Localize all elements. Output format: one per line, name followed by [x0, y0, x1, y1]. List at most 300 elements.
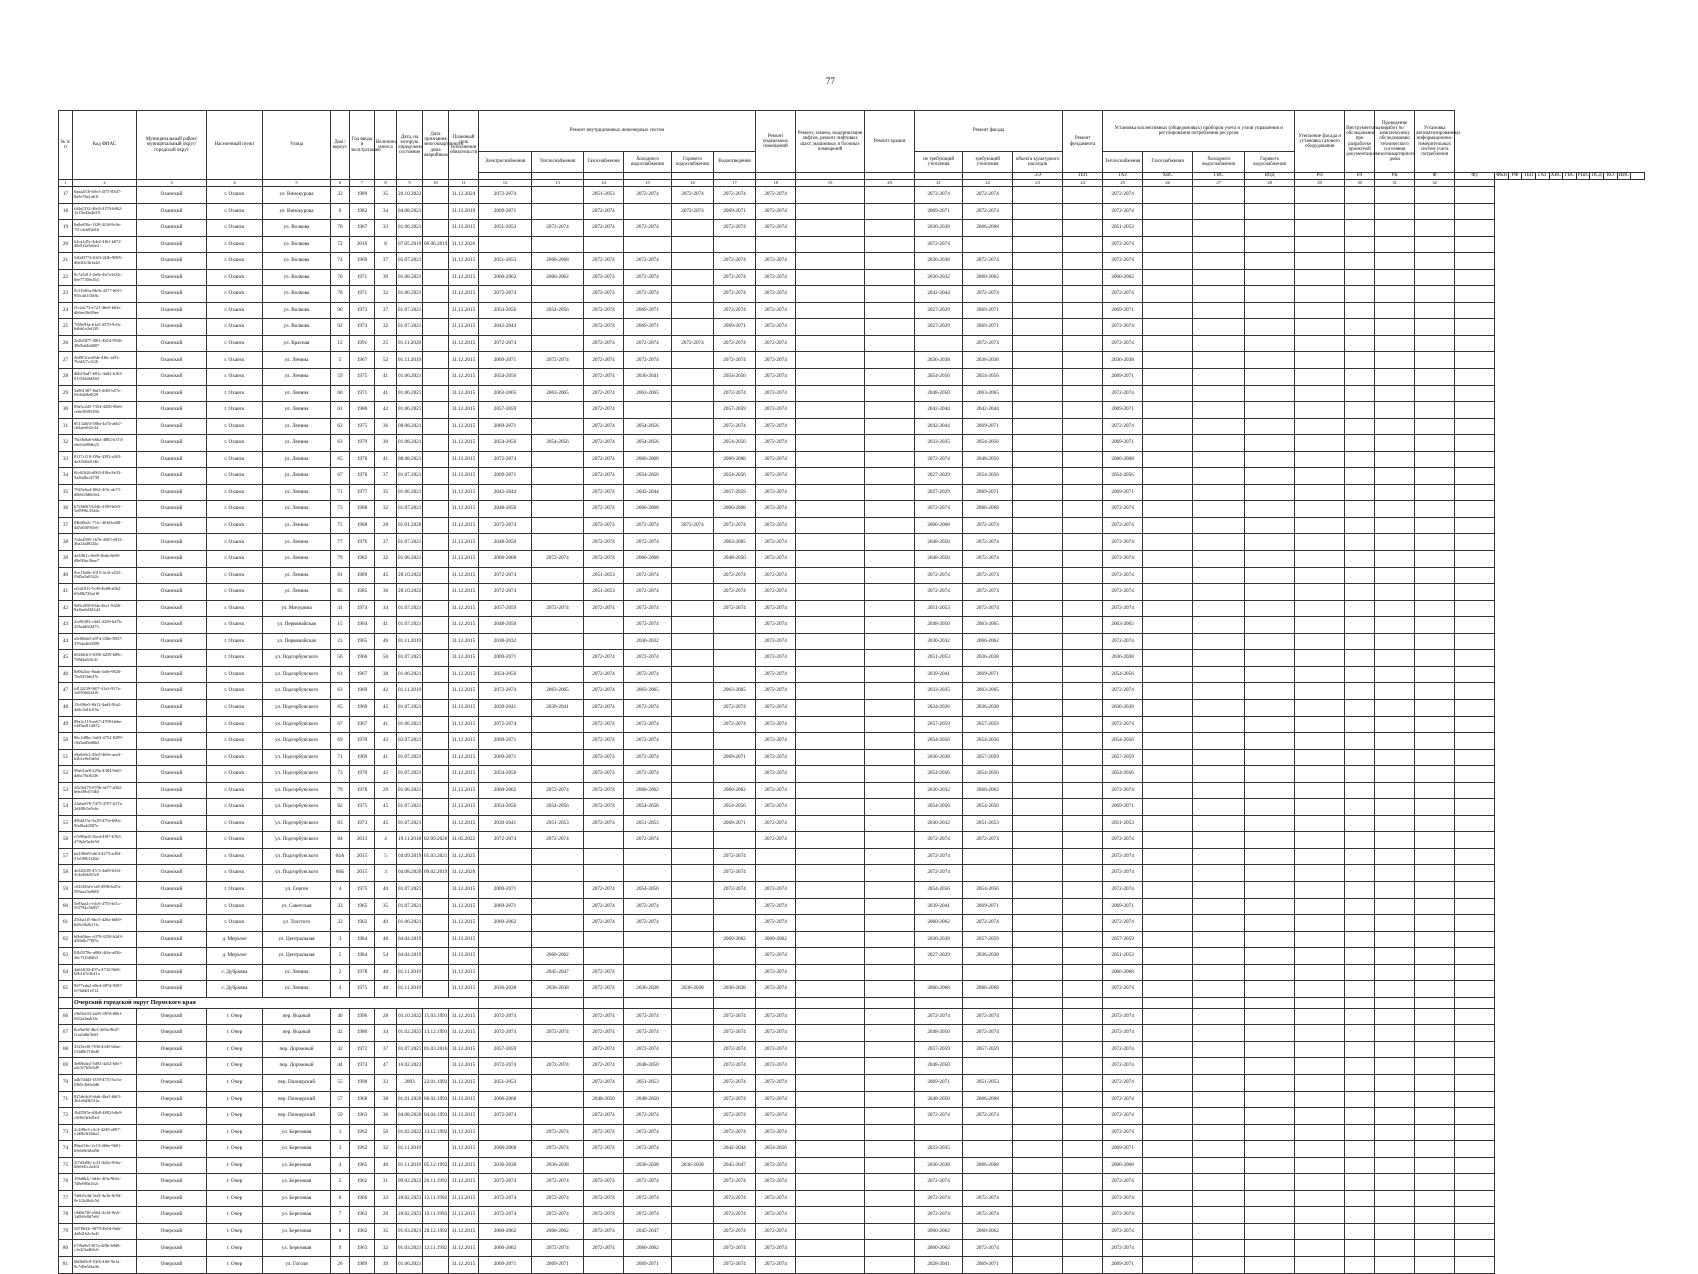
- table-cell: [1193, 253, 1245, 270]
- table-cell: г. Оханск: [207, 766, 263, 783]
- table-cell: 3: [331, 931, 350, 948]
- table-cell: [1295, 567, 1345, 584]
- table-cell: 2072-2074: [1103, 1074, 1143, 1091]
- table-cell: [1295, 269, 1345, 286]
- header-date-emergency: Дата признания многоквартирного дома аварийным: [423, 111, 449, 180]
- table-cell: 2072-2074: [756, 1207, 796, 1224]
- table-cell: ул. Подгорбунского: [263, 749, 331, 766]
- table-cell: [1375, 302, 1415, 319]
- table-cell: [865, 369, 915, 386]
- table-cell: 2072-2074: [624, 1207, 672, 1224]
- table-cell: 2066-2068: [624, 501, 672, 518]
- table-cell: [1193, 236, 1245, 253]
- table-cell: 76: [59, 1174, 73, 1191]
- table-cell: [1415, 617, 1455, 634]
- header-code-cell: ХВС: [1550, 173, 1562, 179]
- table-row: [59, 253, 1645, 270]
- table-cell: 1969: [350, 253, 375, 270]
- table-cell: 31.12.2015: [449, 964, 479, 981]
- table-cell: 2072-2074: [532, 1124, 584, 1141]
- table-cell: 01.07.2021: [397, 468, 423, 485]
- table-cell: [1295, 749, 1345, 766]
- table-cell: [1063, 584, 1103, 601]
- header-facade-nonrepair: не требующий утепления: [915, 152, 963, 173]
- table-cell: 2054-2056: [915, 799, 963, 816]
- table-cell: [1415, 881, 1455, 898]
- table-cell: [423, 898, 449, 915]
- table-cell: [714, 236, 756, 253]
- table-cell: [865, 832, 915, 849]
- table-cell: 31.12.2015: [449, 1058, 479, 1075]
- table-cell: 2060-2062: [624, 782, 672, 799]
- table-cell: [865, 1190, 915, 1207]
- header-column-number: [1455, 180, 1495, 187]
- table-cell: 31.12.2015: [449, 1190, 479, 1207]
- table-cell: 2072-2074: [584, 699, 624, 716]
- table-cell: [1345, 1240, 1375, 1257]
- table-row: [59, 1108, 1645, 1125]
- table-cell: [1063, 1174, 1103, 1191]
- table-cell: [1345, 352, 1375, 369]
- table-cell: 2072-2074: [1103, 253, 1143, 270]
- table-cell: [1415, 915, 1455, 932]
- table-cell: 01.06.2021: [397, 369, 423, 386]
- table-cell: [1345, 236, 1375, 253]
- table-cell: 2072-2074: [624, 269, 672, 286]
- table-cell: [1295, 369, 1345, 386]
- table-cell: 2057-2059: [963, 716, 1013, 733]
- table-cell: 2072-2074: [915, 567, 963, 584]
- table-cell: [1375, 1174, 1415, 1191]
- table-cell: 2072-2074: [584, 1108, 624, 1125]
- table-cell: [672, 716, 714, 733]
- table-cell: [1455, 451, 1495, 468]
- table-cell: 2003: [397, 1074, 423, 1091]
- table-cell: 2051-2053: [915, 600, 963, 617]
- table-cell: [532, 733, 584, 750]
- table-cell: ул. Ленина: [263, 567, 331, 584]
- table-cell: 2072-2074: [756, 1108, 796, 1125]
- table-cell: 2036-2038: [915, 220, 963, 237]
- table-cell: 46: [375, 633, 397, 650]
- table-cell: [865, 799, 915, 816]
- fias-code-cell: c9d8e7f6-a5b4-4c3d-8e2f-1a0b9c8d7e6f: [73, 1207, 137, 1224]
- table-cell: 2060-2062: [479, 1240, 532, 1257]
- table-cell: [1143, 1190, 1193, 1207]
- table-cell: [532, 501, 584, 518]
- fias-code-cell: 1b455f5e-d3b8-4882-b8e9-c5f8e1b3d5e4: [73, 1108, 137, 1125]
- table-cell: [1013, 551, 1063, 568]
- table-cell: 2066-2068: [963, 501, 1013, 518]
- table-cell: 82: [331, 799, 350, 816]
- fias-code-cell: 8117c118-f39a-4392-a3f0-4a3f32bd1f4b: [73, 451, 137, 468]
- table-cell: [1193, 1174, 1245, 1191]
- table-cell: 2072-2074: [532, 782, 584, 799]
- table-cell: 2072-2074: [672, 203, 714, 220]
- table-cell: [1193, 832, 1245, 849]
- table-cell: 2072-2074: [1103, 236, 1143, 253]
- table-cell: 67: [59, 1025, 73, 1042]
- fias-code-cell: e5b92e33-4a95-497d-86b1-fb52a3aab3fe: [73, 1008, 137, 1025]
- fias-code-cell: 89a3c119-ae67-4709-b6be-e3d5ad114d72: [73, 716, 137, 733]
- table-cell: 63: [59, 948, 73, 965]
- table-cell: [1455, 369, 1495, 386]
- table-cell: [1013, 1025, 1063, 1042]
- table-cell: ул. Подгорбунского: [263, 666, 331, 683]
- table-cell: [1415, 269, 1455, 286]
- table-cell: [1415, 931, 1455, 948]
- table-cell: 55: [331, 1074, 350, 1091]
- table-cell: [1143, 1124, 1193, 1141]
- header-column-number: 23: [1013, 180, 1063, 187]
- table-cell: [1013, 335, 1063, 352]
- table-cell: 2069-2071: [963, 319, 1013, 336]
- table-cell: ул. Винокурова: [263, 203, 331, 220]
- table-cell: [796, 1257, 865, 1274]
- table-cell: [1143, 782, 1193, 799]
- table-cell: [865, 269, 915, 286]
- table-cell: [865, 352, 915, 369]
- table-cell: [1375, 1223, 1415, 1240]
- table-cell: [1415, 286, 1455, 303]
- header-code-cell: ПСД: [1591, 173, 1602, 179]
- table-cell: 2072-2074: [1103, 385, 1143, 402]
- table-cell: пер. Водный: [263, 1008, 331, 1025]
- header-column-number: 2: [73, 180, 137, 187]
- table-cell: [1013, 1257, 1063, 1274]
- table-cell: [423, 716, 449, 733]
- table-cell: 01.02.2023: [397, 1025, 423, 1042]
- table-cell: 40: [375, 981, 397, 998]
- table-cell: [1193, 964, 1245, 981]
- table-cell: 2060-2062: [714, 931, 756, 948]
- table-cell: 01.08.2021: [397, 551, 423, 568]
- table-cell: [1455, 617, 1495, 634]
- table-cell: [584, 633, 624, 650]
- fias-code-cell: d6b19ad7-b81c-4a82-b163-01f53d4fd384: [73, 369, 137, 386]
- table-cell: г. Оханск: [207, 302, 263, 319]
- table-cell: [1455, 832, 1495, 849]
- table-cell: Оханский: [137, 203, 207, 220]
- table-cell: [1063, 931, 1103, 948]
- table-cell: [624, 948, 672, 965]
- table-cell: [865, 1008, 915, 1025]
- table-cell: [672, 1174, 714, 1191]
- table-cell: [672, 898, 714, 915]
- table-cell: [1193, 584, 1245, 601]
- table-cell: 2072-2074: [714, 1174, 756, 1191]
- table-cell: 2072-2074: [584, 286, 624, 303]
- table-cell: 2060-2062: [532, 1223, 584, 1240]
- table-cell: 2036-2038: [915, 253, 963, 270]
- table-cell: [1455, 881, 1495, 898]
- table-cell: [1455, 633, 1495, 650]
- table-cell: [1455, 782, 1495, 799]
- table-cell: 53: [59, 782, 73, 799]
- table-cell: 4: [331, 981, 350, 998]
- table-cell: 31.12.2015: [449, 733, 479, 750]
- table-cell: 2072-2074: [714, 253, 756, 270]
- table-cell: [672, 1041, 714, 1058]
- table-cell: 2072-2074: [714, 865, 756, 882]
- table-cell: [1063, 666, 1103, 683]
- table-cell: [1013, 1174, 1063, 1191]
- table-cell: [1245, 699, 1295, 716]
- table-cell: 2072-2074: [584, 402, 624, 419]
- table-cell: [865, 468, 915, 485]
- table-cell: [865, 733, 915, 750]
- header-column-number: 8: [375, 180, 397, 187]
- table-cell: [1143, 1074, 1193, 1091]
- table-cell: [1415, 1240, 1455, 1257]
- table-row: [59, 418, 1645, 435]
- table-cell: 60: [331, 385, 350, 402]
- table-cell: 26: [59, 335, 73, 352]
- table-cell: 2072-2074: [584, 418, 624, 435]
- fias-code-cell: 825de4c0-bfab-4ba5-b6f3-2b1e8d3b5f1a: [73, 1091, 137, 1108]
- table-cell: [796, 286, 865, 303]
- table-cell: [1193, 733, 1245, 750]
- table-cell: 2048-2050: [479, 534, 532, 551]
- fias-code-cell: 2c2ff9e3-c5c3-4249-a997-e1d8b3f2b6a1: [73, 1124, 137, 1141]
- table-cell: 20: [375, 1207, 397, 1224]
- table-cell: [1375, 203, 1415, 220]
- table-cell: [1063, 319, 1103, 336]
- table-cell: [865, 1025, 915, 1042]
- table-cell: [1415, 1157, 1455, 1174]
- table-cell: 2045-2047: [532, 964, 584, 981]
- table-cell: [672, 1190, 714, 1207]
- table-cell: [672, 253, 714, 270]
- table-cell: 2072-2074: [756, 1157, 796, 1174]
- table-cell: 2054-2056: [714, 799, 756, 816]
- table-cell: [1375, 1008, 1415, 1025]
- table-cell: 2066-2068: [1103, 1157, 1143, 1174]
- table-cell: 2072-2074: [584, 881, 624, 898]
- table-cell: 01.07.2021: [397, 699, 423, 716]
- table-cell: [672, 1223, 714, 1240]
- table-row: [59, 1257, 1645, 1274]
- table-cell: [1295, 385, 1345, 402]
- table-cell: 2069-2071: [479, 749, 532, 766]
- table-cell: 2072-2074: [584, 716, 624, 733]
- table-cell: [714, 948, 756, 965]
- table-cell: ул. Березовая: [263, 1223, 331, 1240]
- table-cell: 2072-2074: [756, 1025, 796, 1042]
- table-cell: [865, 1257, 915, 1274]
- table-cell: 2072-2074: [1103, 187, 1143, 204]
- table-cell: 31.12.2015: [449, 501, 479, 518]
- table-cell: [714, 832, 756, 849]
- table-cell: [1455, 815, 1495, 832]
- table-cell: [1375, 1124, 1415, 1141]
- table-cell: 2048-2050: [915, 551, 963, 568]
- header-basement: Ремонт подвальных помещений: [756, 111, 796, 173]
- table-cell: 01.07.2021: [397, 319, 423, 336]
- table-row: [59, 799, 1645, 816]
- table-cell: 36: [375, 584, 397, 601]
- table-cell: 2072-2074: [963, 286, 1013, 303]
- table-cell: 05.03.2021: [423, 848, 449, 865]
- table-cell: 31.12.2015: [449, 749, 479, 766]
- table-cell: [796, 236, 865, 253]
- table-cell: [796, 220, 865, 237]
- table-cell: Оханский: [137, 517, 207, 534]
- table-cell: 26.11.1992: [423, 1174, 449, 1191]
- table-cell: [1345, 633, 1375, 650]
- table-row: [59, 600, 1645, 617]
- table-cell: [1143, 1257, 1193, 1274]
- table-cell: [1345, 253, 1375, 270]
- header-code-cell: РШС: [1577, 173, 1589, 179]
- table-cell: 2072-2074: [584, 1223, 624, 1240]
- table-cell: 50: [59, 733, 73, 750]
- table-cell: [1143, 1157, 1193, 1174]
- table-row: [59, 1141, 1645, 1158]
- table-cell: 2072-2074: [756, 187, 796, 204]
- table-cell: 2072-2074: [532, 600, 584, 617]
- table-cell: 2072-2074: [584, 1240, 624, 1257]
- table-cell: 34: [375, 1025, 397, 1042]
- table-cell: [1455, 799, 1495, 816]
- table-cell: 2066-2068: [963, 1157, 1013, 1174]
- table-cell: [1375, 848, 1415, 865]
- table-cell: 58: [59, 865, 73, 882]
- table-cell: 2072-2074: [584, 1207, 624, 1224]
- table-cell: [1455, 468, 1495, 485]
- table-cell: 2036-2038: [672, 1157, 714, 1174]
- table-cell: 2072-2074: [479, 1207, 532, 1224]
- table-cell: [1455, 699, 1495, 716]
- table-cell: 01.07.2021: [397, 898, 423, 915]
- table-cell: 2072-2074: [756, 369, 796, 386]
- table-cell: [1455, 187, 1495, 204]
- table-cell: 31: [375, 1174, 397, 1191]
- table-cell: [1415, 1074, 1455, 1091]
- table-cell: [1063, 1157, 1103, 1174]
- table-cell: 01.07.2021: [397, 766, 423, 783]
- table-cell: 2051-2053: [915, 650, 963, 667]
- table-cell: [1143, 1091, 1193, 1108]
- table-cell: [1375, 915, 1415, 932]
- section-title: Очерский городской округ Пермского края: [73, 997, 479, 1008]
- table-cell: [1295, 699, 1345, 716]
- table-cell: [1375, 418, 1415, 435]
- table-cell: 2060-2062: [915, 915, 963, 932]
- table-cell: 2051-2053: [963, 1074, 1013, 1091]
- table-cell: 2072-2074: [624, 187, 672, 204]
- table-row: [59, 1041, 1645, 1058]
- table-cell: [1143, 898, 1193, 915]
- table-cell: 2072-2074: [479, 832, 532, 849]
- table-cell: [796, 584, 865, 601]
- table-cell: [1375, 881, 1415, 898]
- fias-code-cell: 2ce8f493-c4d2-4258-b47b-2f9a4d0f2d73: [73, 617, 137, 634]
- table-cell: [796, 749, 865, 766]
- table-cell: 2072-2074: [963, 1008, 1013, 1025]
- table-cell: 2054-2056: [1103, 733, 1143, 750]
- table-cell: [865, 286, 915, 303]
- table-cell: 1967: [350, 220, 375, 237]
- table-cell: 39: [375, 1257, 397, 1274]
- table-cell: 31.12.2015: [449, 782, 479, 799]
- table-cell: 2036-2038: [963, 699, 1013, 716]
- table-cell: 2069-2071: [624, 319, 672, 336]
- table-cell: [1063, 402, 1103, 419]
- table-cell: 1976: [350, 534, 375, 551]
- table-cell: [1345, 335, 1375, 352]
- table-cell: 2072-2074: [624, 716, 672, 733]
- table-cell: 59: [331, 1108, 350, 1125]
- table-cell: г. Очер: [207, 1141, 263, 1158]
- table-cell: 31.12.2015: [449, 551, 479, 568]
- table-cell: [1143, 1025, 1193, 1042]
- table-cell: [1295, 981, 1345, 998]
- table-cell: 2069-2071: [479, 203, 532, 220]
- table-cell: [672, 997, 714, 1008]
- table-cell: 59: [331, 369, 350, 386]
- header-column-numbers-row: [59, 180, 1645, 187]
- table-cell: [1245, 203, 1295, 220]
- table-cell: 2027-2029: [915, 468, 963, 485]
- table-cell: 2072-2074: [1103, 1041, 1143, 1058]
- table-row: [59, 931, 1645, 948]
- table-cell: [1193, 302, 1245, 319]
- table-cell: [1143, 451, 1193, 468]
- table-cell: [1345, 766, 1375, 783]
- table-cell: 2069-2071: [1103, 898, 1143, 915]
- table-cell: [1193, 981, 1245, 998]
- table-row: [59, 716, 1645, 733]
- table-cell: 2072-2074: [714, 1008, 756, 1025]
- table-cell: 28.10.2022: [397, 567, 423, 584]
- table-cell: 74: [331, 253, 350, 270]
- table-cell: [1375, 699, 1415, 716]
- table-cell: 2042-2044: [624, 484, 672, 501]
- table-cell: [1013, 1074, 1063, 1091]
- table-cell: 1962: [350, 1141, 375, 1158]
- table-cell: 34: [375, 203, 397, 220]
- table-cell: [1345, 733, 1375, 750]
- table-cell: [1245, 633, 1295, 650]
- table-cell: 2027-2029: [915, 948, 963, 965]
- table-cell: [1455, 220, 1495, 237]
- header-column-number: 29: [1295, 180, 1345, 187]
- table-cell: 2069-2071: [915, 1074, 963, 1091]
- table-cell: ул. Волкова: [263, 269, 331, 286]
- table-row: [59, 948, 1645, 965]
- table-cell: [1245, 815, 1295, 832]
- table-cell: [1193, 683, 1245, 700]
- table-cell: [1063, 1141, 1103, 1158]
- table-cell: 31.12.2015: [449, 220, 479, 237]
- table-cell: [1345, 1074, 1375, 1091]
- table-cell: [756, 236, 796, 253]
- table-cell: [1013, 187, 1063, 204]
- table-cell: [423, 815, 449, 832]
- table-cell: 2063-2065: [963, 617, 1013, 634]
- table-cell: [532, 1008, 584, 1025]
- table-cell: [584, 236, 624, 253]
- table-cell: [796, 501, 865, 518]
- table-cell: г. Оханск: [207, 286, 263, 303]
- table-cell: [1143, 352, 1193, 369]
- table-cell: [423, 584, 449, 601]
- table-cell: ул. Центральная: [263, 931, 331, 948]
- table-cell: 75: [59, 1157, 73, 1174]
- table-cell: [1375, 782, 1415, 799]
- table-cell: Очерский: [137, 1190, 207, 1207]
